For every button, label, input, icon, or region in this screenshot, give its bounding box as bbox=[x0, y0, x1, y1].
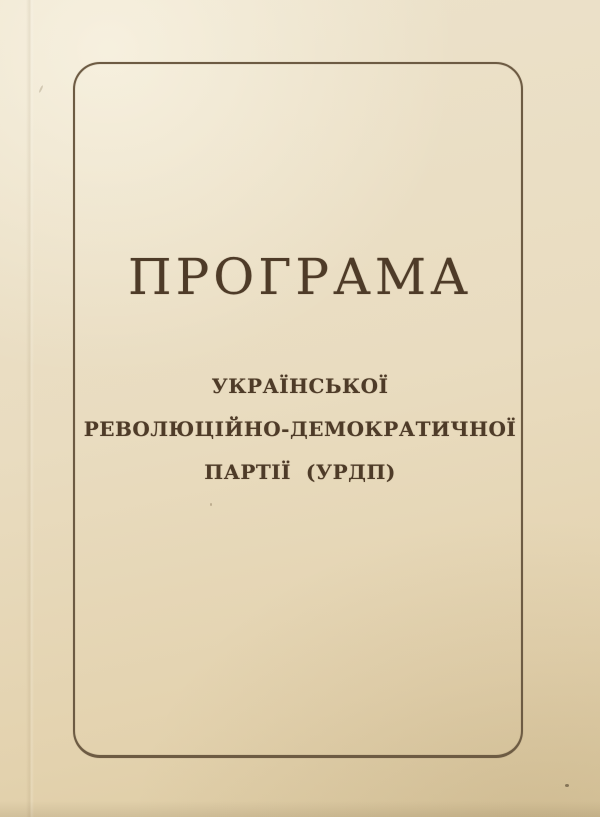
photo-edge-shadow bbox=[0, 801, 600, 817]
subtitle-line-3: ПАРТІЇ (УРДП) bbox=[204, 460, 396, 484]
cover-title: ПРОГРАМА bbox=[128, 248, 472, 306]
subtitle-line-1: УКРАЇНСЬКОЇ bbox=[211, 374, 389, 398]
cover-subtitle bbox=[0, 365, 600, 494]
subtitle-line-2: РЕВОЛЮЦІЙНО-ДЕМОКРАТИЧНОЇ bbox=[83, 417, 517, 441]
paper-speck bbox=[38, 85, 43, 93]
paper-speck bbox=[565, 784, 569, 787]
